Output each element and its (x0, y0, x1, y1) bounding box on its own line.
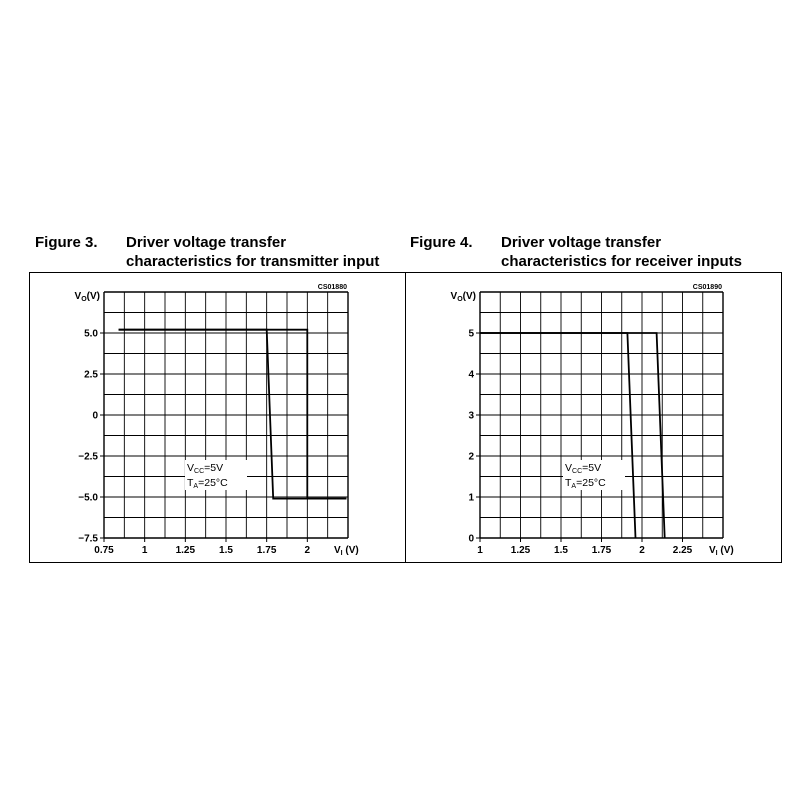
y-tick-label: 0 (468, 533, 474, 545)
annotation-vcc: VCC=5V (187, 462, 224, 475)
annotation-ta: TA=25°C (187, 477, 228, 490)
figure-code-label: CS01890 (692, 284, 722, 291)
figure-3-title-line-1: Driver voltage transfer (126, 234, 287, 251)
y-tick-label: 0 (92, 410, 98, 422)
y-tick-label: 4 (468, 369, 474, 381)
figure-4-title-line-2: characteristics for receiver inputs (501, 253, 742, 270)
y-axis-label: $V_O(V)$ (74, 291, 100, 303)
y-tick-label: −2.5 (78, 451, 98, 463)
y-tick-label: −7.5 (78, 533, 98, 545)
x-tick-label: 1.25 (510, 545, 531, 556)
x-tick-label: 2 (304, 545, 311, 556)
y-tick-label: 2.5 (84, 369, 98, 381)
x-tick-label: 0.75 (94, 545, 114, 556)
x-tick-label: 1 (477, 545, 483, 556)
x-tick-label: 1.5 (219, 545, 233, 556)
chart-figure-3 (75, 284, 359, 557)
x-tick-label: 2.25 (672, 545, 693, 556)
annotation-ta: TA=25°C (565, 477, 606, 490)
x-axis-label: $V_I$ (V) (334, 545, 359, 557)
x-tick-label: 2 (639, 545, 645, 556)
y-tick-label: 5.0 (84, 328, 98, 340)
x-tick-label: 1.75 (591, 545, 612, 556)
x-tick-label: 1.5 (554, 545, 568, 556)
figure-code-label: CS01880 (317, 284, 347, 291)
chart-figure-4 (451, 284, 734, 557)
y-tick-label: 5 (468, 328, 474, 340)
figure-4-title-line-1: Driver voltage transfer (501, 234, 662, 251)
annotation-vcc: VCC=5V (565, 462, 602, 475)
x-axis-label: $V_I$ (V) (709, 545, 734, 557)
y-tick-label: 1 (468, 492, 474, 504)
y-axis-label: $V_O(V)$ (450, 291, 476, 303)
y-tick-label: 3 (468, 410, 474, 422)
x-tick-label: 1.25 (175, 545, 196, 556)
y-tick-label: 2 (468, 451, 474, 463)
x-tick-label: 1.75 (256, 545, 277, 556)
y-tick-label: −5.0 (78, 492, 98, 504)
figure-3-number: Figure 3. (35, 234, 98, 251)
x-tick-label: 1 (141, 545, 148, 556)
figure-3-title-line-2: characteristics for transmitter input (126, 253, 380, 270)
figure-4-number: Figure 4. (410, 234, 473, 251)
